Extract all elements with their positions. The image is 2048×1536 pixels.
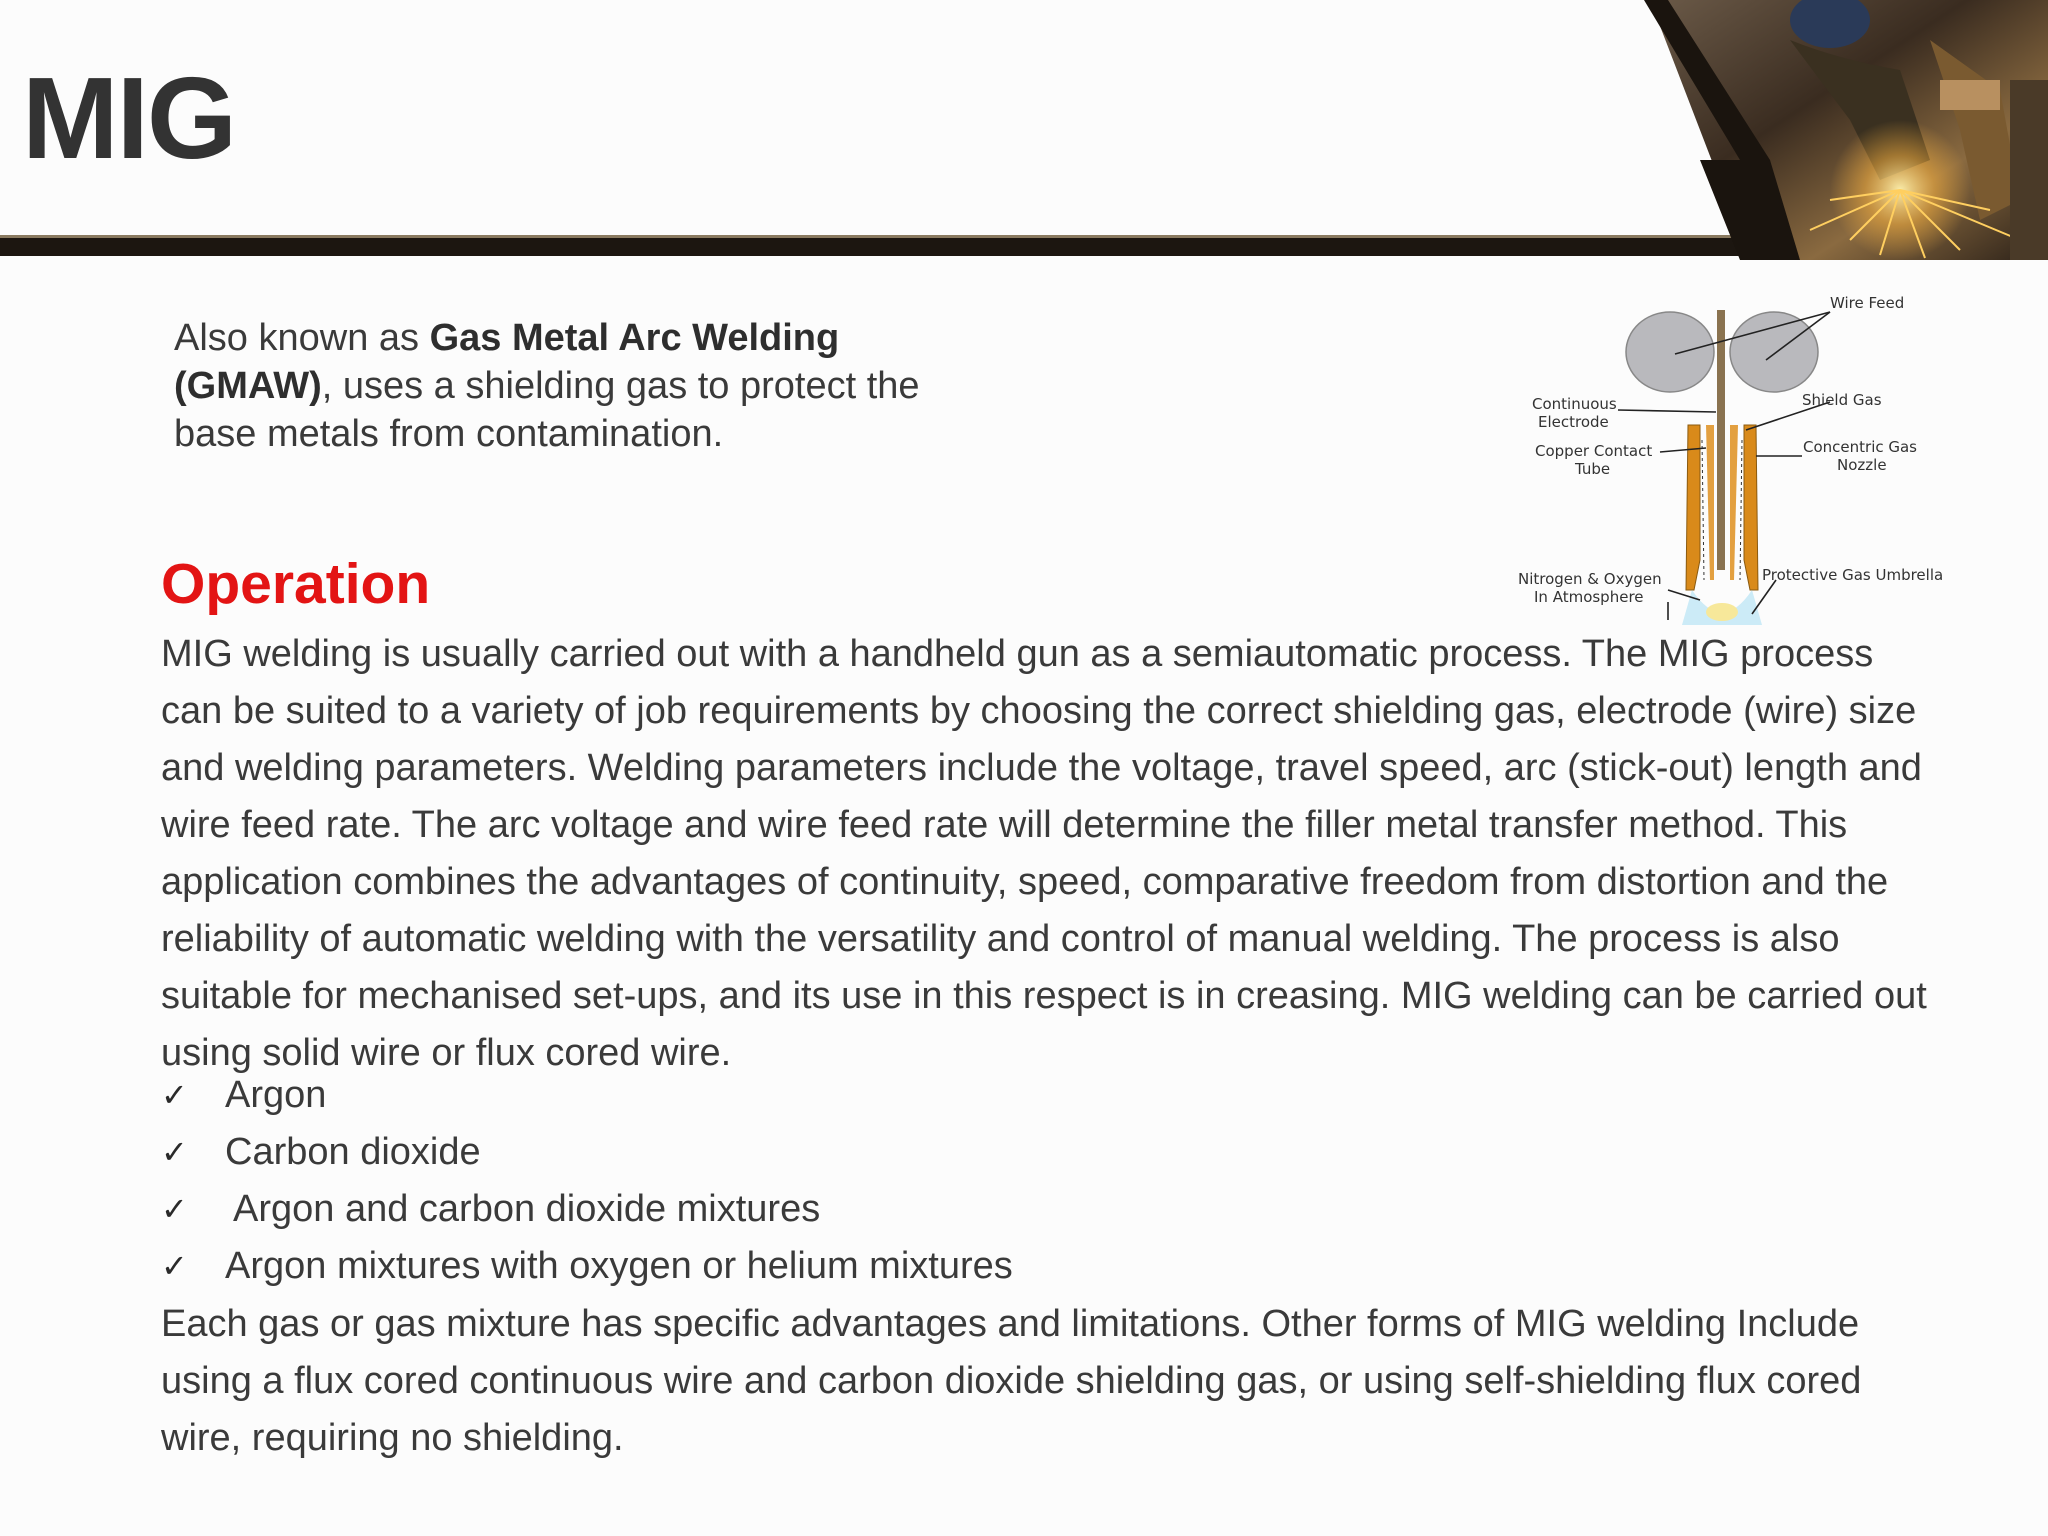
intro-prefix: Also known as	[174, 317, 430, 359]
label-protective-umbrella: Protective Gas Umbrella	[1762, 566, 1944, 584]
label-tube: Tube	[1575, 460, 1611, 478]
feed-roller-left	[1626, 312, 1714, 392]
gas-label: Argon and carbon dioxide mixtures	[233, 1188, 821, 1230]
label-wire-feed: Wire Feed	[1830, 294, 1905, 312]
list-item	[161, 1238, 1013, 1295]
welder-photo	[1644, 0, 2048, 260]
gas-label: Argon mixtures with oxygen or helium mixtures	[225, 1245, 1013, 1287]
closing-paragraph: Each gas or gas mixture has specific advantages and limitations. Other forms of MIG welding Include using a flux cored continuous wire and carbon dioxide shielding gas, or using self-shielding flux cored wire, requiring no shielding.	[161, 1303, 1862, 1459]
shielding-gas-list	[161, 1067, 1013, 1295]
list-item	[161, 1181, 1013, 1238]
header-band	[0, 0, 2048, 260]
feed-roller-right	[1730, 312, 1818, 392]
checkmark-icon: ✓	[161, 1248, 188, 1284]
checkmark-icon: ✓	[161, 1077, 188, 1113]
label-concentric-gas: Concentric Gas	[1803, 438, 1918, 456]
electrode-wire	[1717, 310, 1725, 570]
operation-heading: Operation	[161, 552, 431, 616]
checkmark-icon: ✓	[161, 1134, 188, 1170]
label-continuous: Continuous	[1532, 395, 1617, 413]
label-copper-contact: Copper Contact	[1535, 442, 1653, 460]
mig-gun-diagram	[1500, 290, 1980, 630]
intro-suffix: , uses a shielding gas to protect the base metals from contamination.	[174, 365, 920, 455]
list-item	[161, 1124, 1013, 1181]
slide-title: MIG	[22, 53, 236, 183]
list-item	[161, 1067, 1013, 1124]
label-nitrogen-oxygen: Nitrogen & Oxygen	[1518, 570, 1662, 588]
checkmark-icon: ✓	[161, 1191, 188, 1227]
label-shield-gas: Shield Gas	[1802, 391, 1882, 409]
header-stripe	[0, 238, 1760, 256]
intro-bold-term: Gas Metal Arc Welding (GMAW)	[174, 317, 840, 407]
intro-text	[174, 314, 934, 458]
label-in-atmosphere: In Atmosphere	[1534, 588, 1644, 606]
label-nozzle: Nozzle	[1837, 456, 1887, 474]
label-electrode: Electrode	[1538, 413, 1609, 431]
gas-label: Argon	[225, 1074, 327, 1116]
gas-label: Carbon dioxide	[225, 1131, 481, 1173]
operation-paragraph: MIG welding is usually carried out with a handheld gun as a semiautomatic process. The MIG process can be suited to a variety of job requirements by choosing the correct shielding gas, electrode (wire) size and welding parameters. Welding parameters include the voltage, travel speed, arc (stick-out) length and wire feed rate. The arc voltage and wire feed rate will determine the filler metal transfer method. This application combines the advantages of continuity, speed, comparative freedom from distortion and the reliability of automatic welding with the versatility and control of manual welding. The process is also suitable for mechanised set-ups, and its use in this respect is in creasing. MIG welding can be carried out using solid wire or flux cored wire.	[161, 633, 1927, 1074]
